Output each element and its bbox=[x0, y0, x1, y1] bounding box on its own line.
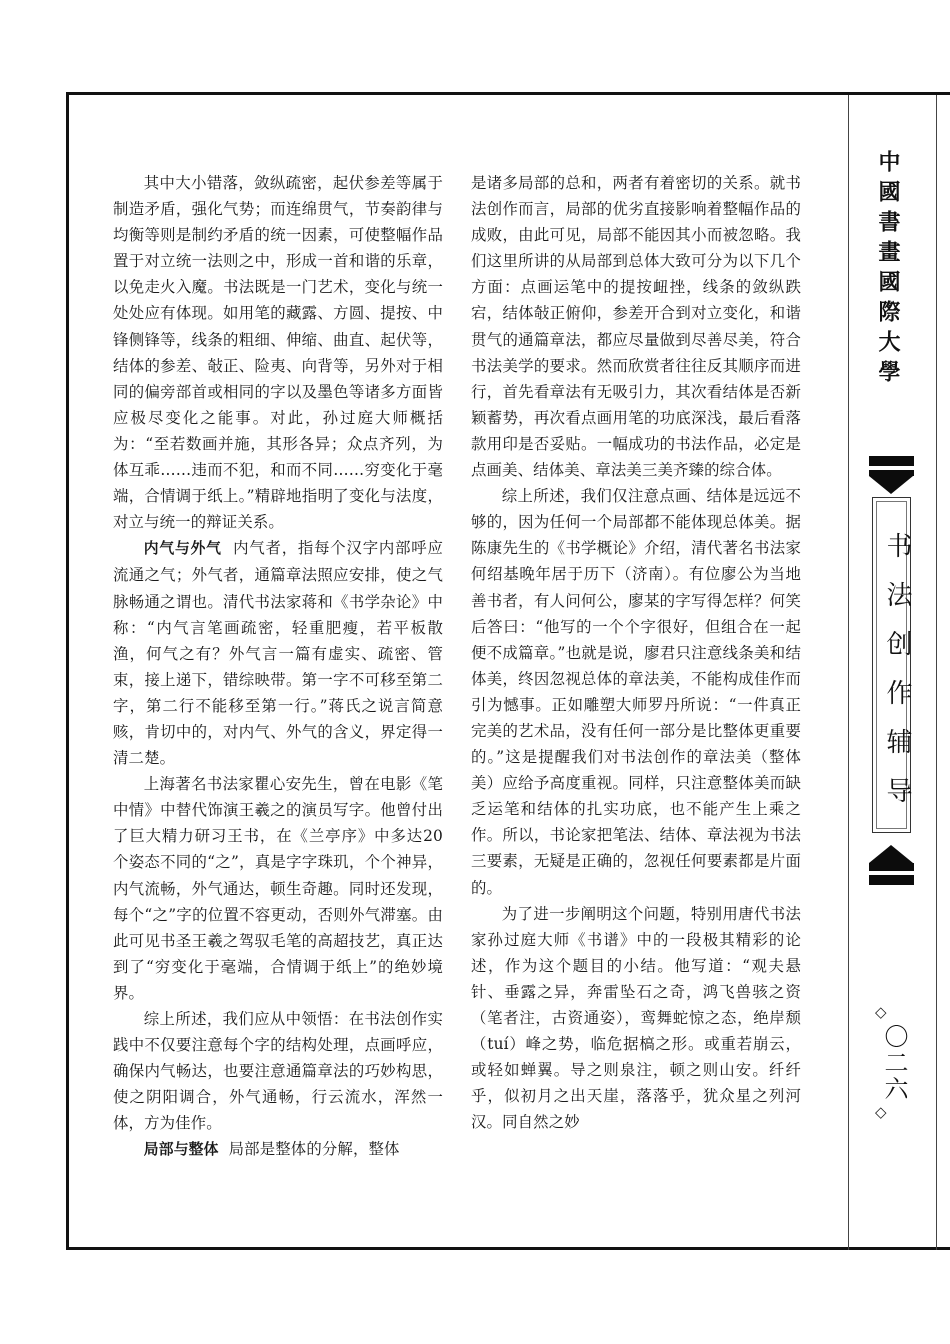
ornament-bar-top bbox=[869, 456, 914, 466]
section-heading: 内气与外气 bbox=[143, 540, 222, 558]
diamond-ornament: ◇ bbox=[875, 1103, 887, 1121]
paragraph: 上海著名书法家瞿心安先生，曾在电影《笔中情》中替代饰演王羲之的演员写字。他曾付出了巨大精力研习王书，在《兰亭序》中多达20个姿态不同的“之”，真是字字珠玑，个个神异，内气流畅，外气通达，顿生奇趣。同时还发现，每个“之”字的位置不容更动，否则外气滞塞。由此可见书圣王羲之驾驭毛笔的高超技艺，真正达到了“穷变化于毫端，合情调于纸上”的绝妙境界。 bbox=[113, 775, 443, 1002]
ornament-chevron-top bbox=[869, 476, 913, 494]
paragraph bbox=[113, 535, 443, 771]
section-heading: 局部与整体 bbox=[143, 1141, 219, 1159]
paragraph-body: 局部是整体的分解，整体 bbox=[228, 1140, 400, 1159]
right-text-column bbox=[471, 170, 801, 1135]
paragraph: 综上所述，我们应从中领悟：在书法创作实践中不仅要注意每个字的结构处理，点画呼应，确保内气畅达，也要注意通篇章法的巧妙构思，使之阴阳调合，外气通畅，行云流水，浑然一体，方为佳作。 bbox=[113, 1010, 443, 1133]
page-number: 〇二六 bbox=[880, 1024, 908, 1102]
sidebar-title: 中國書畫國際大學 bbox=[875, 150, 900, 390]
paragraph: 其中大小错落，敛纵疏密，起伏参差等属于制造矛盾，强化气势；而连绵贯气，节奏韵律与均衡等则是制约矛盾的统一因素，可使整幅作品置于对立统一法则之中，形成一首和谐的乐章，以免走火入魔。书法既是一门艺术，变化与统一处处应有体现。如用笔的藏露、方圆、提按、中锋侧锋等，线条的粗细、伸缩、曲直、起伏等，结体的参差、敧正、险夷、向背等，另外对于相同的偏旁部首或相同的字以及墨色等诸多方面皆应极尽变化之能事。对此，孙过庭大师概括为：“至若数画并施，其形各异；众点齐列，为体互乖……违而不犯，和而不同……穷变化于毫端，合情调于纸上。”精辟地指明了变化与法度，对立与统一的辩证关系。 bbox=[113, 174, 443, 532]
diamond-ornament: ◇ bbox=[875, 1003, 887, 1021]
paragraph: 是诸多局部的总和，两者有着密切的关系。就书法创作而言，局部的优劣直接影响着整幅作品的成败，由此可见，局部不能因其小而被忽略。我们这里所讲的从局部到总体大致可分为以下几个方面：点画运笔中的提按衄挫，线条的敛纵跌宕，结体敧正俯仰，参差开合到对立变化，和谐贯气的通篇章法，都应尽量做到尽善尽美，符合书法美学的要求。然而欣赏者往往反其顺序而进行，首先看章法有无吸引力，其次看结体是否新颖蓄势，再次看点画用笔的功底深浅，最后看落款用印是否妥贴。一幅成功的书法作品，必定是点画美、结体美、章法美三美齐臻的综合体。 bbox=[471, 174, 801, 480]
paragraph: 综上所述，我们仅注意点画、结体是远远不够的，因为任何一个局部都不能体现总体美。据陈康先生的《书学概论》介绍，清代著名书法家何绍基晚年居于历下（济南）。有位廖公为当地善书者，有人问何公，廖某的字写得怎样？何笑后答曰：“他写的一个个字很好，但组合在一起便不成篇章。”也就是说，廖君只注意线条美和结体美，终因忽视总体的章法美，不能构成佳作而引为憾事。正如雕塑大师罗丹所说：“一件真正完美的艺术品，没有任何一部分是比整体更重要的。”这是提醒我们对书法创作的章法美（整体美）应给予高度重视。同样，只注意整体美而缺乏运笔和结体的扎实功底，也不能产生上乘之作。所以，书论家把笔法、结体、章法视为书法三要素，无疑是正确的，忽视任何要素都是片面的。 bbox=[471, 487, 801, 897]
paragraph: 为了进一步阐明这个问题，特别用唐代书法家孙过庭大师《书谱》中的一段极其精彩的论述，作为这个题目的小结。他写道：“观夫悬针、垂露之异，奔雷坠石之奇，鸿飞兽骇之资（笔者注，古资通姿），鸾舞蛇惊之态，绝岸颓（tuí）峰之势，临危据槁之形。或重若崩云，或轻如蝉翼。导之则泉注，顿之则山安。纤纤乎，似初月之出天崖，落落乎，犹众星之列河汉。同自然之妙 bbox=[471, 904, 801, 1132]
ornament-chevron-bottom bbox=[869, 845, 913, 863]
ornament-bar-bottom bbox=[869, 875, 914, 885]
paragraph-body: 内气者，指每个汉字内部呼应流通之气；外气者，通篇章法照应安排，使之气脉畅通之谓也。清代书法家蒋和《书学杂论》中称：“内气言笔画疏密，轻重肥瘦，若平板散渔，何气之有？外气言一篇有虚实、疏密、管束，接上递下，错综映带。第一字不可移至第二字，第二行不能移至第一行。”蒋氏之说言简意赅，肯切中的，对内气、外气的含义，界定得一清二楚。 bbox=[113, 539, 443, 768]
left-text-column bbox=[113, 170, 443, 1164]
section-title: 书法创作辅导 bbox=[882, 532, 912, 826]
sidebar-rule-right bbox=[936, 95, 937, 1250]
ornament-bar-bottom bbox=[869, 863, 914, 871]
sidebar-rule-left bbox=[848, 95, 849, 1250]
paragraph bbox=[113, 1136, 443, 1163]
